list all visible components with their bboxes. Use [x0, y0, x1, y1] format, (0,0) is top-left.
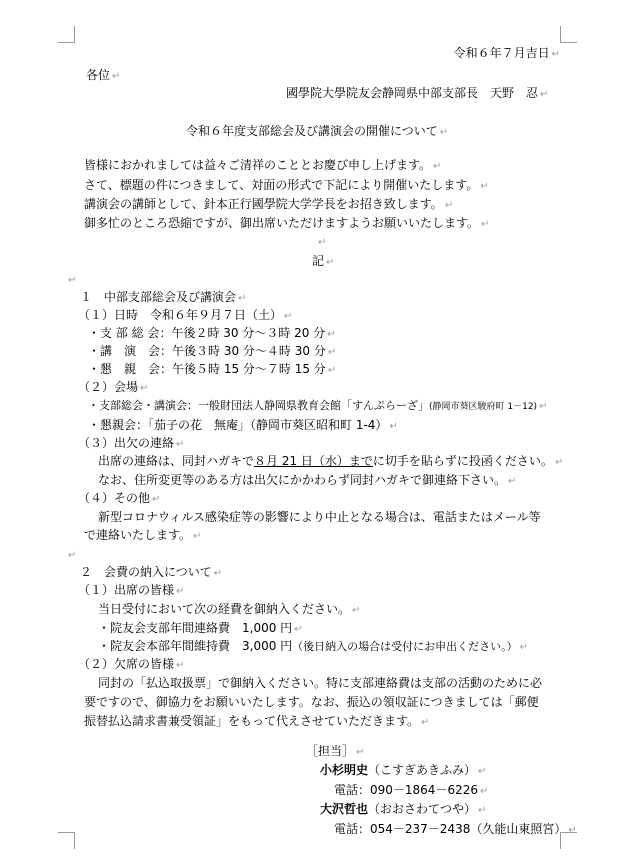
blank-mark: ↵ — [318, 237, 327, 248]
sender: 國學院大學院友会静岡県中部支部長 天野 忍 ↵ — [286, 86, 549, 100]
section2-heading: ２ 会費の納入について ↵ — [80, 565, 223, 579]
crop-mark-top-right — [560, 26, 577, 43]
intro-line: さて、標題の件につきまして、対面の形式で下記により開催いたします。 ↵ — [84, 178, 489, 192]
absent-line: 振替払込請求書兼受領証」をもって代えさせていただきます。 ↵ — [84, 714, 430, 728]
blank-mark: ↵ — [68, 275, 77, 286]
schedule-item: ・懇 親 会：午後５時 15 分～７時 15 分 ↵ — [88, 362, 337, 376]
schedule-item: ・講 演 会：午後３時 30 分～４時 30 分 ↵ — [88, 344, 337, 358]
datetime-heading: （１）日時 令和６年９月７日（土） ↵ — [78, 308, 293, 322]
ki-heading: 記 ↵ — [312, 254, 335, 268]
document-title: 令和６年度支部総会及び講演会の開催について ↵ — [186, 124, 449, 138]
rsvp-line: 出席の連絡は、同封ハガキで８月 21 日（水）までに切手を貼らずに投函ください。 ↵ — [98, 454, 564, 468]
venue-heading: （２）会場 ↵ — [78, 380, 149, 394]
contact-name: 小杉明史 — [320, 763, 369, 777]
section1-heading: １ 中部支部総会及び講演会 ↵ — [80, 290, 247, 304]
intro-line: 御多忙のところ恐縮ですが、御出席いただけますようお願いいたします。 ↵ — [84, 216, 490, 230]
date: 令和６年７月吉日 ↵ — [453, 46, 560, 60]
other-heading: （４）その他 ↵ — [78, 491, 161, 505]
fee-item: ・院友会支部年間連絡費 1,000 円 ↵ — [98, 621, 303, 635]
venue-item: ・懇親会：「茄子の花 無庵」（静岡市葵区昭和町 1-4） ↵ — [88, 418, 398, 432]
other-line: 新型コロナウィルス感染症等の影響により中止となる場合は、電話またはメール等 — [98, 510, 541, 524]
contact-person: 大沢哲也（おおさわてつや） ↵ — [320, 802, 487, 816]
other-line: で連絡いたします。 ↵ — [84, 528, 202, 542]
addressee: 各位 ↵ — [86, 68, 121, 82]
absent-line: 同封の「払込取扱票」で御納入ください。特に支部連絡費は支部の活動のために必 — [98, 676, 543, 690]
contact-tel: 電話：090－1864－6226 ↵ — [334, 783, 489, 797]
contact-label: ［担当］ ↵ — [306, 744, 365, 758]
contact-person: 小杉明史（こすぎあきふみ） ↵ — [320, 763, 487, 777]
intro-line: 講演会の講師として、針本正行國學院大学学長をお招き致します。 ↵ — [84, 197, 454, 211]
rsvp-deadline: ８月 21 日（水）まで — [254, 454, 373, 468]
crop-mark-bottom-left — [58, 832, 75, 849]
attend-text: 当日受付において次の経費を御納入ください。 ↵ — [98, 602, 361, 616]
fee-item: ・院友会本部年間維持費 3,000 円（後日納入の場合は受付にお申出ください。） ↵ — [98, 639, 529, 653]
crop-mark-top-left — [58, 26, 75, 43]
blank-mark: ↵ — [68, 550, 77, 561]
contact-tel: 電話：054－237－2438（久能山東照宮） ↵ — [334, 822, 577, 836]
rsvp-heading: （３）出欠の連絡 ↵ — [78, 436, 185, 450]
schedule-item: ・支 部 総 会：午後２時 30 分～３時 20 分 ↵ — [88, 326, 336, 340]
contact-name: 大沢哲也 — [320, 802, 369, 816]
attend-heading: （１）出席の皆様 ↵ — [78, 583, 185, 597]
venue-item: ・支部総会・講演会：一般財団法人静岡県教育会館「すんぷらーざ」(静岡市葵区駿府町 1－12) ↵ — [88, 399, 548, 412]
absent-line: 要ですので、御協力をお願いいたします。なお、振込の領収証につきましては「郵便 — [84, 695, 539, 709]
absent-heading: （２）欠席の皆様 ↵ — [78, 657, 185, 671]
rsvp-line: なお、住所変更等のある方は出欠にかかわらず同封ハガキで御連絡下さい。 ↵ — [98, 473, 517, 487]
intro-line: 皆様におかれましては益々ご清祥のこととお慶び申し上げます。 ↵ — [84, 158, 442, 172]
